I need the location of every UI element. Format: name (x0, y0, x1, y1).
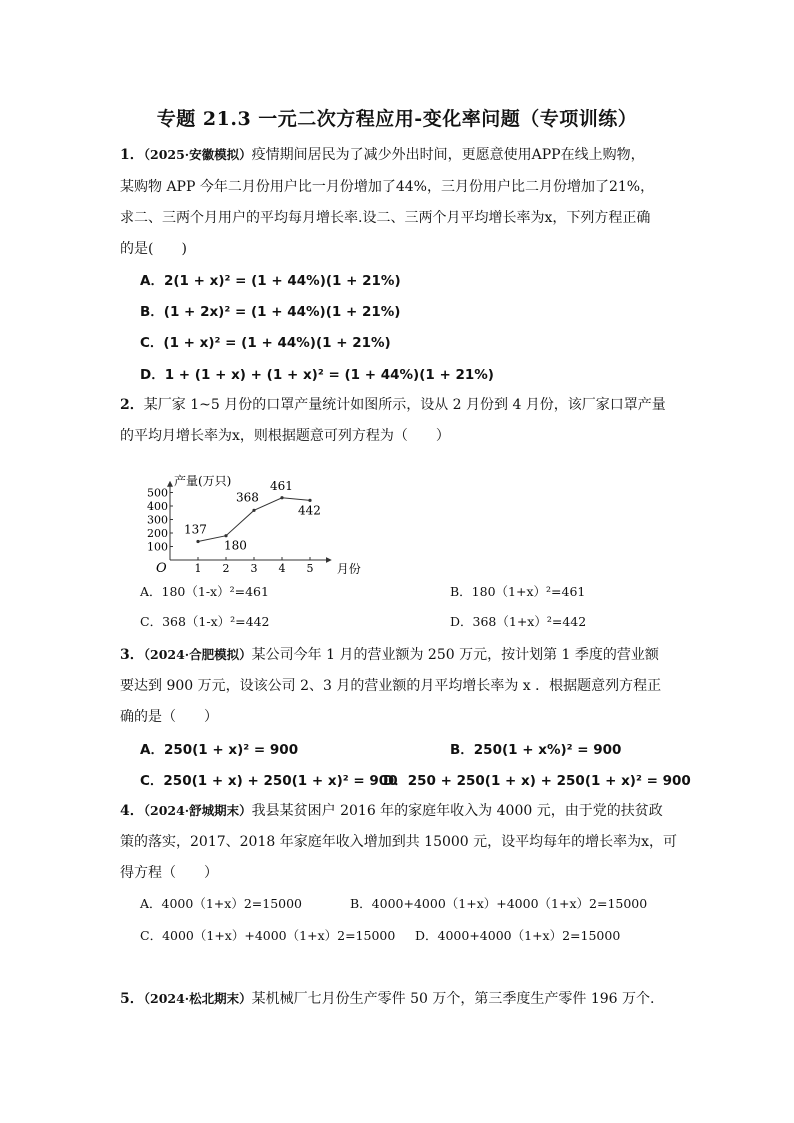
y-tick-label: 300 (147, 513, 168, 527)
y-tick-label: 200 (147, 527, 168, 540)
x-tick-label: 1 (194, 562, 202, 575)
origin-label: O (156, 561, 167, 576)
question-4-text-2: 策的落实，2017、2018 年家庭年收入增加到共 15000 元，设平均每年的增长率为x，可 (120, 834, 678, 850)
data-point (308, 499, 311, 502)
question-1-text-3: 求二、三两个月用户的平均每月增长率.设二、三两个月平均增长率为x，下列方程正确 (120, 210, 651, 226)
data-label: 180 (224, 538, 247, 553)
question-1-option-d[interactable]: D．1 + (1 + x) + (1 + x)² = (1 + 44%)(1 + 21%) (140, 367, 494, 383)
y-tick-label: 100 (147, 540, 168, 554)
question-1-text-2: 某购物 APP 今年二月份用户比一月份增加了44%，三月份用户比二月份增加了21%， (120, 179, 655, 195)
question-1-option-c[interactable]: C．(1 + x)² = (1 + 44%)(1 + 21%) (140, 335, 391, 351)
data-label: 137 (184, 522, 207, 537)
question-3-option-a[interactable]: A．250(1 + x)² = 900 (140, 742, 299, 758)
question-2-option-a[interactable]: A．180（1-x）²=461 (140, 584, 269, 599)
question-2-text-1: 某厂家 1~5 月份的口罩产量统计如图所示，设从 2 月份到 4 月份，该厂家口罩产量 (143, 397, 666, 413)
question-3-text-3: 确的是（ ） (120, 709, 218, 725)
page-title: 专题 21.3 一元二次方程应用-变化率问题（专项训练） (156, 108, 638, 130)
question-3-text-2: 要达到 900 万元，设该公司 2、3 月的营业额的月平均增长率为 x ．根据题意列方程正 (120, 678, 662, 694)
question-2-option-d[interactable]: D．368（1+x）²=442 (450, 614, 587, 629)
production-line-chart (136, 456, 361, 576)
question-1-number: 1． (120, 147, 144, 163)
data-label: 368 (236, 490, 259, 505)
question-2-text-2: 的平均月增长率为x，则根据题意可列方程为（ ） (120, 428, 450, 444)
question-1-text-4: 的是( ) (120, 241, 187, 257)
x-tick-label: 5 (306, 562, 314, 575)
question-3-source: （2024·合肥模拟） (143, 647, 252, 662)
question-2-number: 2． (120, 397, 144, 413)
question-5-text: 某机械厂七月份生产零件 50 万个，第三季度生产零件 196 万个. (251, 991, 655, 1007)
question-2-line-1 (120, 394, 666, 414)
question-3-text-1: 某公司今年 1 月的营业额为 250 万元，按计划第 1 季度的营业额 (251, 647, 659, 663)
data-point (196, 540, 199, 543)
question-1-source: （2025·安徽模拟） (143, 147, 252, 162)
question-4-option-b[interactable]: B．4000+4000（1+x）+4000（1+x）2=15000 (350, 896, 648, 911)
question-5-number: 5． (120, 991, 144, 1007)
data-label: 461 (270, 478, 293, 493)
question-4-text-1: 我县某贫困户 2016 年的家庭年收入为 4000 元，由于党的扶贫政 (251, 803, 663, 819)
data-point (224, 534, 227, 537)
question-1-text-1: 疫情期间居民为了减少外出时间，更愿意使用APP在线上购物， (251, 147, 645, 163)
x-tick-label: 2 (222, 562, 230, 575)
question-4-option-d[interactable]: D．4000+4000（1+x）2=15000 (415, 928, 621, 943)
question-5-source: （2024·松北期末） (143, 991, 252, 1006)
question-5-line-1 (120, 988, 654, 1008)
data-point (280, 496, 283, 499)
data-label: 442 (298, 503, 321, 518)
question-1-line-1 (120, 144, 645, 164)
x-axis-label: 月份 (336, 562, 361, 576)
question-2-option-c[interactable]: C．368（1-x）²=442 (140, 614, 270, 629)
question-3-option-b[interactable]: B．250(1 + x%)² = 900 (450, 742, 622, 758)
question-4-option-a[interactable]: A．4000（1+x）2=15000 (140, 896, 303, 911)
x-tick-label: 3 (250, 562, 258, 575)
question-4-number: 4． (120, 803, 144, 819)
question-3-line-1 (120, 644, 659, 664)
question-1-option-a[interactable]: A．2(1 + x)² = (1 + 44%)(1 + 21%) (140, 273, 401, 289)
question-4-line-1 (120, 800, 663, 820)
question-4-text-3: 得方程（ ） (120, 865, 218, 881)
question-3-option-d[interactable]: D．250 + 250(1 + x) + 250(1 + x)² = 900 (383, 773, 691, 789)
question-2-option-b[interactable]: B．180（1+x）²=461 (450, 584, 586, 599)
question-3-number: 3． (120, 647, 144, 663)
question-4-source: （2024·舒城期末） (143, 803, 252, 818)
y-axis-label: 产量(万只) (174, 473, 232, 488)
x-tick-label: 4 (278, 562, 286, 575)
question-1-option-b[interactable]: B．(1 + 2x)² = (1 + 44%)(1 + 21%) (140, 304, 401, 320)
data-point (252, 509, 255, 512)
y-tick-label: 500 (147, 486, 168, 500)
y-tick-label: 400 (147, 500, 168, 513)
question-3-option-c[interactable]: C．250(1 + x) + 250(1 + x)² = 900 (140, 773, 398, 789)
question-4-option-c[interactable]: C．4000（1+x）+4000（1+x）2=15000 (140, 928, 396, 943)
